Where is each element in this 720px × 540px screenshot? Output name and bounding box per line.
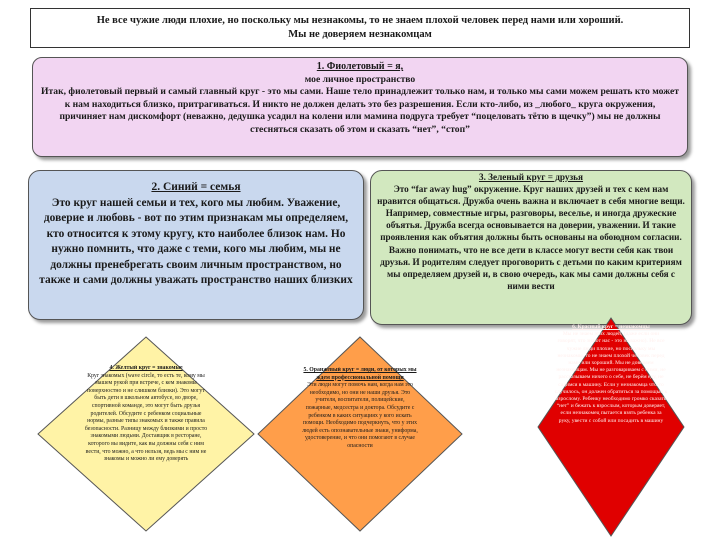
orange-text [302, 367, 418, 515]
blue-circle-box [28, 170, 364, 320]
yellow-heading: 4. Желтый круг = знакомые [109, 365, 183, 371]
yellow-text [84, 365, 208, 515]
red-body: Мы не знаем этих людей, (даже если они говорят, что знают нас - это не важно). Не все чужие люди плохие, но поскольку мы незнакомы, то не знаем плохой человек перед нами или хороший. Мы не доверяем незнакомцам. Мы не разговариваем с ними, не рассказываем ничего о себе, не берём еду, не садимся в машину. Если у незнакомца что-то случилось, он должен обратиться за помощью к взрослому. Ребенку необходимо громко сказать “нет” и бежать к взрослым, которым доверяет, если незнакомец пытается взять ребенка за руку, увести с собой или посадить в машину [554, 331, 668, 424]
violet-subheading: мое личное пространство [304, 73, 416, 85]
violet-circle-box [32, 57, 688, 157]
orange-diamond [256, 335, 464, 533]
blue-body: Это круг нашей семьи и тех, кого мы любим. Уважение, доверие и любовь - вот по этим признакам мы определяем, кто относится к этому кругу, кто наиболее близок нам. Но нужно помнить, что даже с теми, кого мы любим, мы не должны пренебрегать своим личным пространством, но также и сами должны уважать пространство наших близких [39, 196, 353, 286]
yellow-diamond [36, 335, 256, 533]
red-heading: 6. Красный круг = незнакомцы [572, 324, 650, 330]
intro-box [30, 8, 690, 48]
red-diamond [536, 316, 686, 538]
yellow-body: Круг знакомых (wave circle, то есть те, кому мы машем рукой при встрече, с кем знакомы поверхностно и не слишком близки). Это могут быть дети в школьном автобусе, во дворе, спортивной команде, это могут быть друзья родителей. Обсудите с ребенком социальные нормы, разные типы знакомых и также правила безопасности. Разницу между близкими и просто знакомыми людьми. Доставщик в ресторане, которого вы видите, как вы должны себя с ним вести, что можно, а что нельзя, ведь мы с ним не знакомы и можно ли ему доверять [84, 372, 208, 463]
orange-heading: 5. Оранжевый круг = люди, от которых мы ждем профессиональной помощи [303, 367, 417, 381]
intro-line-2: Мы не доверяем незнакомцам [288, 29, 432, 40]
intro-line-1: Не все чужие люди плохие, но поскольку мы незнакомы, то не знаем плохой человек перед нами или хороший. [96, 15, 624, 26]
violet-heading: 1. Фиолетовый = я, [316, 61, 404, 72]
green-body: Это “far away hug” окружение. Круг наших друзей и тех с кем нам нравится общаться. Дружба очень важна и включает в себя многие вещи. Например, совместные игры, разговоры, веселье, и иногда дружеские объятья. Дружба всегда основывается на доверии, уважении. И такие проявления как объятия должны быть основаны на обоюдном согласии. Важно понимать, что не все дети в классе могут вести себя как твои друзья. И родителям следует проговорить с детьми по каким критериям мы определяем друзей и, в свою очередь, как мы сами должны себя с ними вести [377, 184, 685, 291]
green-circle-box [370, 170, 692, 325]
green-heading: 3. Зеленый круг = друзья [478, 172, 584, 182]
red-text [554, 324, 668, 524]
blue-heading: 2. Синий = семья [151, 181, 241, 193]
violet-body: Итак, фиолетовый первый и самый главный круг - это мы сами. Наше тело принадлежит только нам, и только мы сами можем решать кто может к нам находиться близко, притрагиваться. И никто не должен делать это без разрешения. Если кто-либо, из _любого_ круга окружения, причиняет нам дискомфорт (неважно, дедушка усадил на колени или мамина подруга требует “поцеловать тётю в щечку”) мы не должны стесняться сказать об этом и сказать “нет”, “стоп” [41, 86, 679, 135]
orange-body: Эти люди могут помочь нам, когда нам это необходимо, но они не наши друзья. Это учителя, воспитатели, полицейские, пожарные, медсестра и доктора. Обсудите с ребенком в каких ситуациях у кого искать помощи. Необходимо подчеркнуть, что у этих людей есть опознавательные знаки, униформа, удостоверение, и что они помогают в случае опасности [302, 382, 418, 449]
